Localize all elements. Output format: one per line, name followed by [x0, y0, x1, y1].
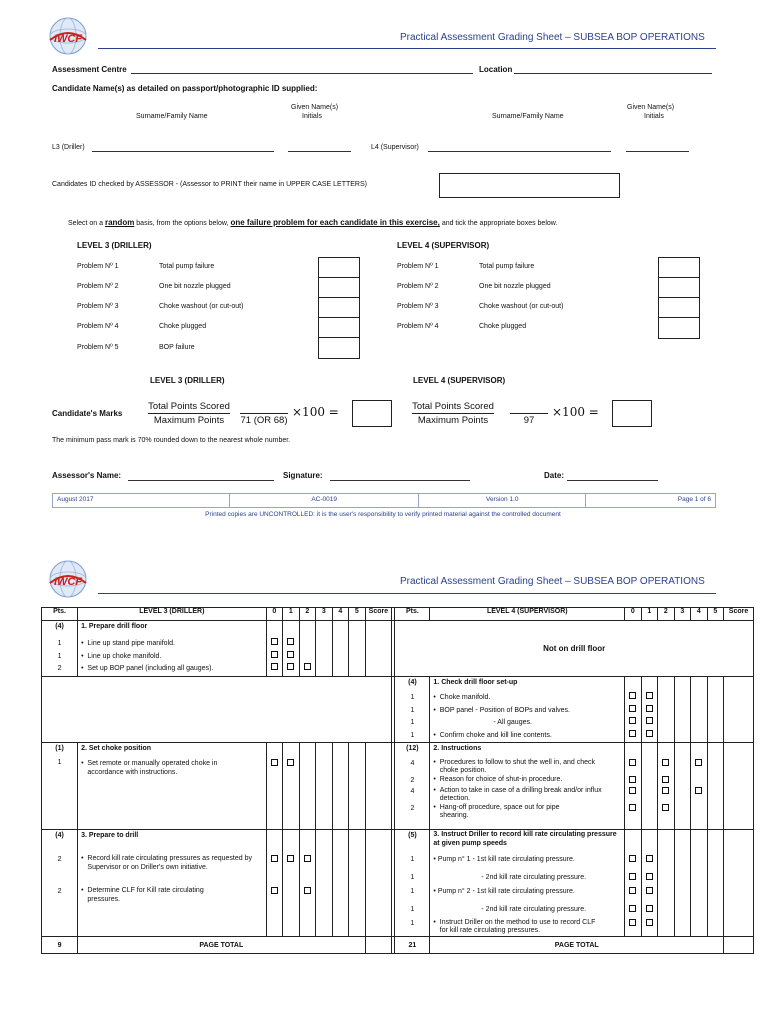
- l3-initials-field[interactable]: [288, 151, 351, 152]
- signature-label: Signature:: [283, 471, 323, 480]
- r1-score[interactable]: [724, 677, 754, 743]
- signature-field[interactable]: [330, 480, 470, 481]
- r1-score-1[interactable]: [641, 677, 657, 743]
- s3-score-1[interactable]: [283, 830, 299, 937]
- l3-max-fraction-bar: [240, 413, 288, 414]
- r2-pts: (12) 4 2 4 2: [395, 743, 430, 830]
- l4-problem-4-no: Problem Nº 4: [397, 323, 439, 330]
- iwcf-logo-page2: [46, 559, 90, 604]
- assessor-name-field[interactable]: [128, 480, 274, 481]
- r3-pts: (5) 1 1 1 1 1: [395, 830, 430, 937]
- given-names-header-l4: Given Name(s): [627, 104, 675, 111]
- l4-problem-3-checkbox[interactable]: [658, 297, 700, 318]
- page2-header-rule: [98, 593, 716, 594]
- s3-pts: (4) 2 2: [42, 830, 78, 937]
- l3-driller-label: L3 (Driller): [52, 144, 85, 151]
- r2-content: 2. Instructions • Procedures to follow to shut the well in, and check choke position. • Reason for choice of shut-in procedure. • Action to take in case of a drilling break and/or influx detection. • Hang-off procedure, space out for pipe shearing.: [430, 743, 625, 830]
- l4-supervisor-label: L4 (Supervisor): [371, 144, 419, 151]
- l4-problem-2-checkbox[interactable]: [658, 277, 700, 298]
- r3-score[interactable]: [724, 830, 754, 937]
- l4-max-value: 97: [523, 415, 535, 426]
- l3-problem-1-no: Problem Nº 1: [77, 263, 119, 270]
- l4-problem-4-checkbox[interactable]: [658, 317, 700, 339]
- col-pts-l4: Pts.: [395, 608, 430, 621]
- s3-score-0[interactable]: [266, 830, 282, 937]
- table-header-row: [42, 608, 754, 621]
- col-score-1: 1: [283, 608, 299, 621]
- s1-score[interactable]: [365, 621, 392, 677]
- select-instructions: Select on a random basis, from the options below, one failure problem for each candidate in this exercise, and tick the appropriate boxes below.: [68, 218, 558, 227]
- l3-problem-2-no: Problem Nº 2: [77, 283, 119, 290]
- col-score-5-l4: 5: [707, 608, 723, 621]
- table-row: [42, 743, 754, 830]
- l3-empty-cell: [42, 677, 392, 743]
- marks-level3-title: LEVEL 3 (DRILLER): [150, 376, 225, 385]
- col-score-2: 2: [299, 608, 315, 621]
- l3-max-points-label: Maximum Points: [153, 415, 225, 426]
- l3-times-100: ×100 =: [292, 405, 339, 419]
- l4-surname-field[interactable]: [428, 151, 611, 152]
- col-score-2-l4: 2: [658, 608, 674, 621]
- l3-fraction-bar: [148, 413, 230, 414]
- l3-problem-4-checkbox[interactable]: [318, 317, 360, 338]
- footer-uncontrolled-note: Printed copies are UNCONTROLLED: it is the user's responsibility to verify printed material against the controlled document: [205, 511, 561, 518]
- l4-problem-2-desc: One bit nozzle plugged: [479, 283, 551, 290]
- l3-total-pts: 9: [42, 937, 78, 954]
- page-total-row: [42, 937, 754, 954]
- col-score-0-l4: 0: [625, 608, 641, 621]
- marks-level4-title: LEVEL 4 (SUPERVISOR): [413, 376, 506, 385]
- grading-table: [41, 607, 754, 954]
- l4-page-total-label: PAGE TOTAL: [430, 937, 724, 954]
- r2-score-4[interactable]: [691, 743, 707, 830]
- col-score-l4: Score: [724, 608, 754, 621]
- r2-score[interactable]: [724, 743, 754, 830]
- l3-problem-4-desc: Choke plugged: [159, 323, 207, 330]
- not-on-drill-floor: Not on drill floor: [395, 621, 754, 677]
- footer-code: AC-0019: [230, 494, 419, 507]
- l4-problem-4-desc: Choke plugged: [479, 323, 527, 330]
- given-names-header-l3: Given Name(s): [291, 104, 339, 111]
- table-row: [42, 621, 754, 677]
- table-row: [42, 830, 754, 937]
- header-rule: [98, 48, 716, 49]
- s3-score-2[interactable]: [299, 830, 315, 937]
- l3-problem-3-checkbox[interactable]: [318, 297, 360, 318]
- l3-problem-5-no: Problem Nº 5: [77, 344, 119, 351]
- l3-problem-2-desc: One bit nozzle plugged: [159, 283, 231, 290]
- page-title: Practical Assessment Grading Sheet – SUBSEA BOP OPERATIONS: [400, 32, 705, 43]
- l4-problem-1-desc: Total pump failure: [479, 263, 535, 270]
- svg-text:IWCF: IWCF: [53, 33, 83, 45]
- l3-problem-1-checkbox[interactable]: [318, 257, 360, 278]
- col-score-4-l4: 4: [691, 608, 707, 621]
- l3-page-total-score[interactable]: [365, 937, 392, 954]
- l4-problem-3-desc: Choke washout (or cut-out): [479, 303, 564, 310]
- iwcf-logo: [46, 16, 90, 61]
- s2-score[interactable]: [365, 743, 392, 830]
- r2-score-2[interactable]: [658, 743, 674, 830]
- l3-problem-5-desc: BOP failure: [159, 344, 195, 351]
- l4-times-100: ×100 =: [552, 405, 599, 419]
- r3-score-0[interactable]: [625, 830, 641, 937]
- col-score-0: 0: [266, 608, 282, 621]
- l3-problem-5-checkbox[interactable]: [318, 337, 360, 359]
- location-field[interactable]: [514, 73, 712, 74]
- l4-problem-1-no: Problem Nº 1: [397, 263, 439, 270]
- l3-max-value: 71 (OR 68): [240, 415, 288, 426]
- surname-header-l4: Surname/Family Name: [492, 113, 564, 120]
- svg-text:IWCF: IWCF: [53, 576, 83, 588]
- s1-score-1[interactable]: [283, 621, 299, 677]
- l4-problem-1-checkbox[interactable]: [658, 257, 700, 278]
- r1-score-0[interactable]: [625, 677, 641, 743]
- l3-page-total-label: PAGE TOTAL: [78, 937, 365, 954]
- level4-title: LEVEL 4 (SUPERVISOR): [397, 241, 490, 250]
- s2-content: 2. Set choke position • Set remote or manually operated choke in accordance with instructions.: [78, 743, 267, 830]
- initials-header-l3: Initials: [302, 113, 322, 120]
- l3-total-points-label: Total Points Scored: [148, 401, 230, 412]
- l4-initials-field[interactable]: [626, 151, 689, 152]
- assessor-name-label: Assessor's Name:: [52, 471, 122, 480]
- s1-pts: (4) 1 1 2: [42, 621, 78, 677]
- candidate-names-label: Candidate Name(s) as detailed on passport/photographic ID supplied:: [52, 84, 318, 93]
- s1-content: 1. Prepare drill floor • Line up stand pipe manifold. • Line up choke manifold. • Set up BOP panel (including all gauges).: [78, 621, 267, 677]
- location-label: Location: [479, 65, 513, 74]
- l4-fraction-bar: [412, 413, 494, 414]
- l4-max-fraction-bar: [510, 413, 548, 414]
- col-score-5: 5: [349, 608, 365, 621]
- id-checked-text: Candidates ID checked by ASSESSOR - (Assessor to PRINT their name in UPPER CASE LETTERS): [52, 181, 367, 188]
- s2-score-1[interactable]: [283, 743, 299, 830]
- l4-max-points-label: Maximum Points: [417, 415, 489, 426]
- r1-pts: (4) 1 1 1 1: [395, 677, 430, 743]
- r3-score-1[interactable]: [641, 830, 657, 937]
- col-l4-title: LEVEL 4 (SUPERVISOR): [430, 608, 625, 621]
- assessment-centre-label: Assessment Centre: [52, 65, 127, 74]
- l3-problem-2-checkbox[interactable]: [318, 277, 360, 298]
- l3-surname-field[interactable]: [92, 151, 274, 152]
- l4-total-points-label: Total Points Scored: [412, 401, 494, 412]
- assessor-name-box[interactable]: [439, 173, 620, 198]
- l3-result-box[interactable]: [352, 400, 392, 427]
- footer-version: Version 1.0: [419, 494, 586, 507]
- s3-content: 3. Prepare to drill • Record kill rate circulating pressures as requested by Supervisor or on Driller's own initiative. • Determine CLF for Kill rate circulating pressures.: [78, 830, 267, 937]
- l4-result-box[interactable]: [612, 400, 652, 427]
- col-score-3: 3: [316, 608, 332, 621]
- col-score-4: 4: [332, 608, 348, 621]
- l3-problem-3-no: Problem Nº 3: [77, 303, 119, 310]
- s2-pts: (1) 1: [42, 743, 78, 830]
- s3-score[interactable]: [365, 830, 392, 937]
- col-pts-l3: Pts.: [42, 608, 78, 621]
- page2-title: Practical Assessment Grading Sheet – SUBSEA BOP OPERATIONS: [400, 576, 705, 587]
- surname-header-l3: Surname/Family Name: [136, 113, 208, 120]
- candidates-marks-label: Candidate's Marks: [52, 409, 123, 418]
- table-row: [42, 677, 754, 743]
- level3-title: LEVEL 3 (DRILLER): [77, 241, 152, 250]
- s1-score-2[interactable]: [299, 621, 315, 677]
- l4-total-pts: 21: [395, 937, 430, 954]
- r3-content: 3. Instruct Driller to record kill rate circulating pressure at given pump speeds • Pump n° 1 - 1st kill rate circulating pressure. - 2nd kill rate circulating pressure. • Pump n° 2 - 1st kill rate circulating pressure. - 2nd kill rate circulating pressure. • Instruct Driller on the method to use to record CLF for kill rate circulating pressures.: [430, 830, 625, 937]
- l4-problem-3-no: Problem Nº 3: [397, 303, 439, 310]
- initials-header-l4: Initials: [644, 113, 664, 120]
- col-score-l3: Score: [365, 608, 392, 621]
- footer-date: August 2017: [53, 494, 230, 507]
- r2-score-0[interactable]: [625, 743, 641, 830]
- date-label: Date:: [544, 471, 565, 480]
- col-score-1-l4: 1: [641, 608, 657, 621]
- col-l3-title: LEVEL 3 (DRILLER): [78, 608, 267, 621]
- l4-page-total-score[interactable]: [724, 937, 754, 954]
- document-footer: [52, 493, 716, 508]
- l3-problem-3-desc: Choke washout (or cut-out): [159, 303, 244, 310]
- date-field[interactable]: [567, 480, 658, 481]
- s1-score-0[interactable]: [266, 621, 282, 677]
- footer-page: Page 1 of 6: [677, 496, 712, 503]
- pass-mark-text: The minimum pass mark is 70% rounded down to the nearest whole number.: [52, 437, 291, 444]
- s2-score-0[interactable]: [266, 743, 282, 830]
- l3-problem-1-desc: Total pump failure: [159, 263, 215, 270]
- col-score-3-l4: 3: [674, 608, 690, 621]
- assessment-centre-field[interactable]: [131, 73, 473, 74]
- l4-problem-2-no: Problem Nº 2: [397, 283, 439, 290]
- l3-problem-4-no: Problem Nº 4: [77, 323, 119, 330]
- r1-content: 1. Check drill floor set-up • Choke manifold. • BOP panel - Position of BOPs and valves. - All gauges. • Confirm choke and kill line contents.: [430, 677, 625, 743]
